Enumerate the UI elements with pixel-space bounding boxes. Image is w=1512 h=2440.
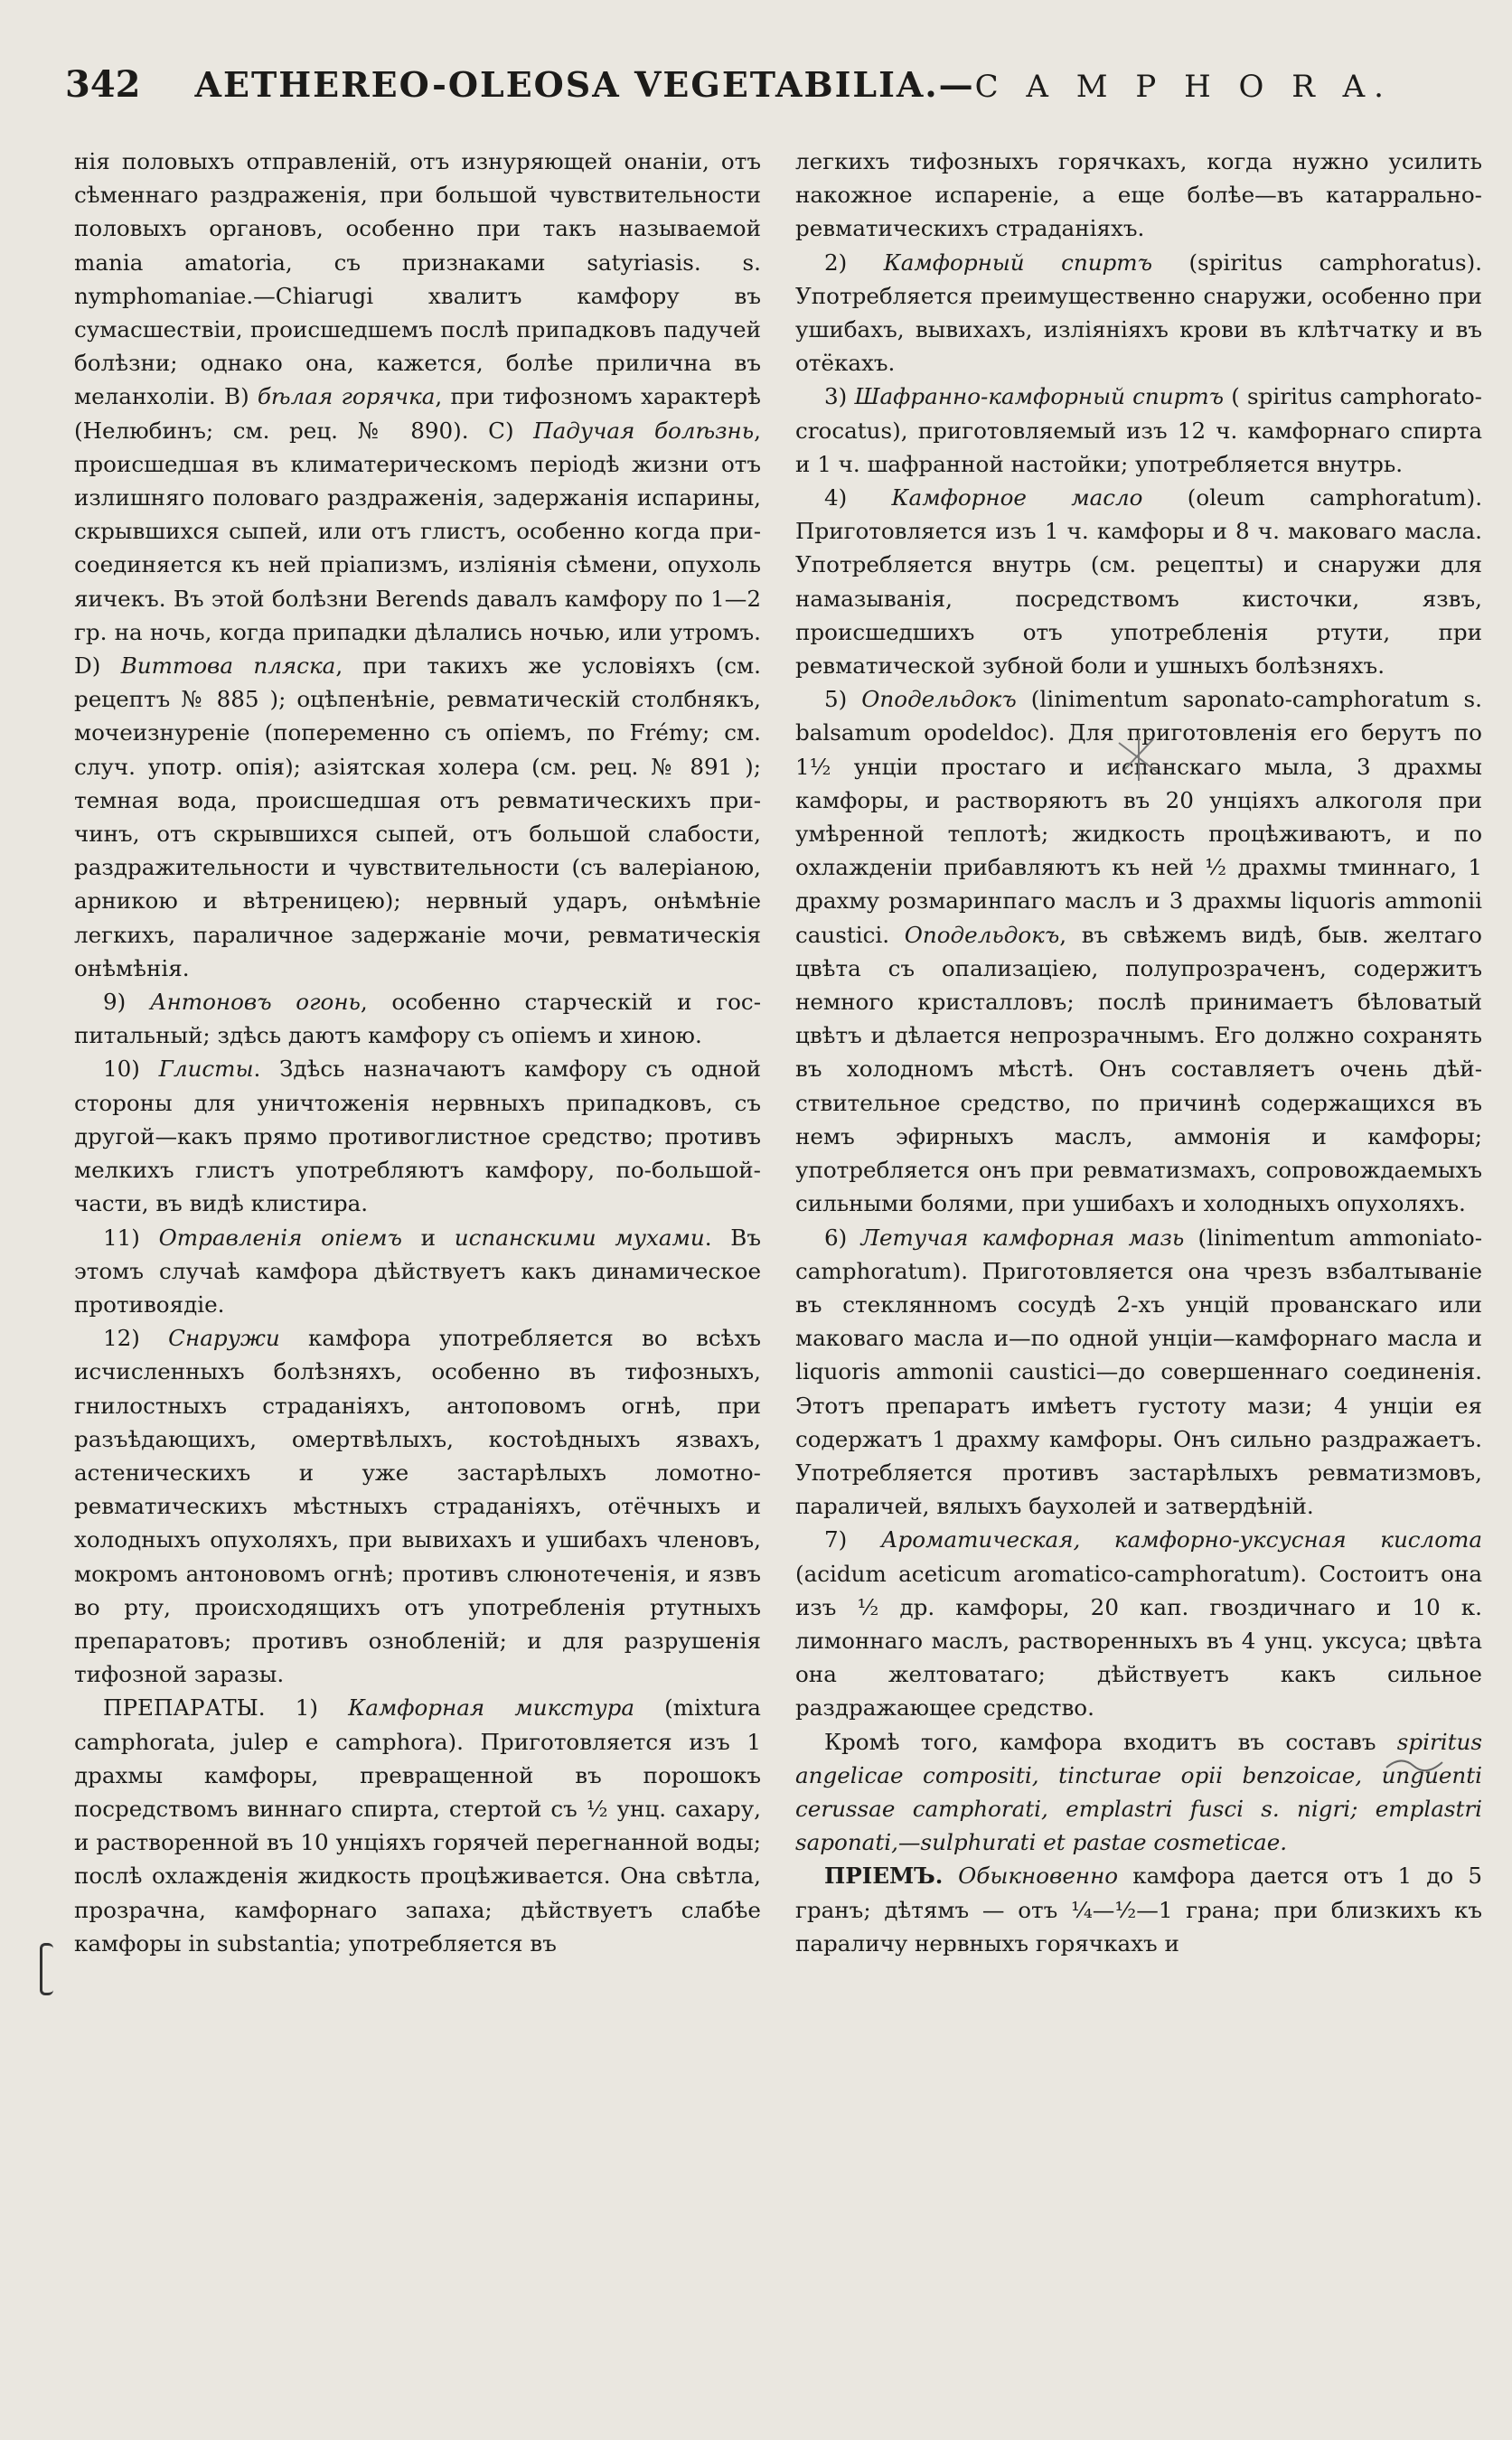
pen-scribble-mark-2 <box>1383 1751 1446 1778</box>
margin-bracket-mark <box>40 1943 53 1995</box>
prep-5: 5) Оподельдокъ (linimentum saponato-camphoratum s. balsamum opodeldoc). Для приготовленія его берутъ по 1½ унціи простаго и испанскаго мыла, 3 драхмы камфоры, и растворяютъ въ 20 унціяхъ алкоголя при умѣренной теплотѣ; жидкость процѣживаютъ, и по охлажденіи прибавляютъ къ ней ½ драхмы тминнаго, 1 драхму розмаринпаго маслъ и 3 драхмы liquoris ammonii caustici. Оподельдокъ, въ свѣжемъ видѣ, быв. желтаго цвѣта съ опализаціею, полупрозраченъ, содержитъ немного кристалловъ; послѣ принимаетъ бѣловатый цвѣтъ и дѣлается непрозрачнымъ. Его должно сохранять въ холодномъ мѣстѣ. Онъ составляетъ очень дѣйствительное средство, по причинѣ содержащихся въ немъ эфирныхъ маслъ, аммонія и камфоры; употребляется онъ при ревматизмахъ, сопровождаемыхъ сильными болями, при ушибахъ и холодныхъ опухоляхъ. <box>795 686 1482 1217</box>
prep-2: 2) Камфорный спиртъ (spiritus camphoratus). Употребляется преимущественно снаружи, особенно при ушибахъ, вывихахъ, изліяніяхъ крови въ клѣтчатку и въ отёкахъ. <box>795 249 1482 377</box>
left-column <box>74 145 761 1960</box>
running-title-caps: C A M P H O R A. <box>974 69 1393 105</box>
preparations-paragraph: ПРЕПАРАТЫ. 1) Камфорная микстура (mixtura camphorata, julep e camphora). Приготовляется изъ 1 драхмы камфоры, превращенной въ порошокъ посредствомъ виннаго спирта, стертой съ ½ унц. сахару, и растворенной въ 10 унціяхъ горячей перегнанной воды; послѣ охлажденія жидкость процѣживается. Она свѣтла, прозрачна, камфорнаго запаха; дѣйствуетъ слабѣе камфоры in substantia; употребляется въ <box>74 1694 761 1957</box>
item-9: 9) Антоновъ огонь, особенно старческій и госпитальный; здѣсь даютъ камфору съ опіемъ и хиною. <box>74 989 761 1049</box>
prep-3: 3) Шафранно-камфорный спиртъ ( spiritus camphorato-crocatus), приготовляемый изъ 12 ч. камфорнаго спирта и 1 ч. шафранной настойки; употребляется внутрь. <box>795 383 1482 477</box>
paragraph-continued: нія половыхъ отправленій, отъ изнуряющей онаніи, отъ сѣменнаго раздраженія, при большой чувствительности половыхъ органовъ, особенно при такъ называемой mania amatoria, съ признаками satyriasis. s. nymphomaniae.—Chiarugi хвалитъ камфору въ сумасшествіи, происшедшемъ послѣ припадковъ падучей болѣзни; однако она, кажется, болѣе прилична въ меланхоліи. B) бѣлая горячка, при тифозномъ характерѣ (Нелюбинъ; см. рец. № 890). C) Падучая болѣзнь, происшедшая въ климатерическомъ періодѣ жизни отъ излишняго половаго раздраженія, задержанія испарины, скрывшихся сыпей, или отъ глистъ, особенно когда присоединяется къ ней пріапизмъ, изліянія сѣмени, опухоль яичекъ. Въ этой болѣзни Berends давалъ камфору по 1—2 гр. на ночь, когда припадки дѣлались ночью, или утромъ. D) Виттова пляска, при такихъ же условіяхъ (см. рецептъ № 885 ); оцѣпенѣніе, ревматическій столбнякъ, мочеизнуреніе (попеременно съ опіемъ, по Frémy; см. случ. употр. опія); азіятская холера (см. рец. № 891 ); темная вода, происшедшая отъ ревматическихъ причинъ, отъ скрывшихся сыпей, отъ большой слабости, раздражительности и чувствительности (съ валеріаною, арникою и вѣтреницею); нервный ударъ, онѣмѣніе легкихъ, параличное задержаніе мочи, ревматическія онѣмѣнія. <box>74 148 761 981</box>
prep-also: Кромѣ того, камфора входитъ въ составъ spiritus angelicae compositi, tincturae opii benzoicae, unguenti cerussae camphorati, emplastri fusci s. nigri; emplastri saponati,—sulphurati et pastae cosmeticae. <box>795 1728 1482 1856</box>
page-header <box>65 63 1475 117</box>
running-title-bold: AETHEREO-OLEOSA VEGETABILIA.— <box>194 64 975 105</box>
dosage-paragraph: ПРІЕМЪ. Обыкновенно камфора дается отъ 1 до 5 гранъ; дѣтямъ — отъ ¼—½—1 грана; при близкихъ къ параличу нервныхъ горячкахъ и <box>795 1863 1482 1957</box>
prep-6: 6) Летучая камфорная мазь (linimentum ammoniato-camphoratum). Приготовляется она чрезъ взбалтываніе въ стеклянномъ сосудѣ 2-хъ унцій прованскаго или маковаго масла и—по одной унціи—камфорнаго масла и liquoris ammonii caustici—до совершеннаго соединенія. Этотъ препаратъ имѣетъ густоту мази; 4 унціи ея содержатъ 1 драхму камфоры. Онъ сильно раздражаетъ. Употребляется противъ застарѣлыхъ ревматизмовъ, параличей, вялыхъ баухолей и затвердѣній. <box>795 1224 1483 1520</box>
prep-7: 7) Ароматическая, камфорно-уксусная кислота (acidum aceticum aromatico-camphoratum). Состоитъ она изъ ½ др. камфоры, 20 кап. гвоздичнаго и 10 к. лимоннаго маслъ, растворенныхъ въ 4 унц. уксуса; цвѣта она желтоватаго; дѣйствуетъ какъ сильное раздражающее средство. <box>795 1526 1483 1722</box>
prep-4: 4) Камфорное масло (oleum camphoratum). Приготовляется изъ 1 ч. камфоры и 8 ч. маковаго масла. Употребляется внутрь (см. рецепты) и снаружи для намазыванія, посредствомъ кисточки, язвъ, происшедшихъ отъ употребленія ртути, при ревматической зубной боли и ушныхъ болѣзняхъ. <box>795 484 1483 680</box>
item-11: 11) Отравленія опіемъ и испанскими мухами. Въ этомъ случаѣ камфора дѣйствуетъ какъ динамическое противоядіе. <box>74 1224 761 1318</box>
running-title <box>195 64 1394 105</box>
pen-scribble-mark <box>1112 730 1166 784</box>
item-10: 10) Глисты. Здѣсь назначаютъ камфору съ одной стороны для уничтоженія нервныхъ припадковъ, съ другой—какъ прямо противоглистное средство; противъ мелкихъ глистъ употребляютъ камфору, по-большой-части, въ видѣ клистира. <box>74 1056 761 1217</box>
item-12: 12) Снаружи камфора употребляется во всѣхъ исчисленныхъ болѣзняхъ, особенно въ тифозныхъ, гнилостныхъ страданіяхъ, антоповомъ огнѣ, при разъѣдающихъ, омертвѣлыхъ, костоѣдныхъ язвахъ, астеническихъ и уже застарѣлыхъ ломотно-ревматическихъ мѣстныхъ страданіяхъ, отёчныхъ и холодныхъ опухоляхъ, при вывихахъ и ушибахъ членовъ, мокромъ антоновомъ огнѣ; противъ слюнотеченія, и язвъ во рту, происходящихъ отъ употребленія ртутныхъ препаратовъ; противъ ознобленій; и для разрушенія тифозной заразы. <box>74 1325 761 1688</box>
paragraph-continued-right: легкихъ тифозныхъ горячкахъ, когда нужно усилить накожное испареніе, а еще болѣе—въ катаррально-ревматическихъ страданіяхъ. <box>795 148 1482 242</box>
right-column <box>795 145 1482 1960</box>
page-number: 342 <box>65 63 141 106</box>
